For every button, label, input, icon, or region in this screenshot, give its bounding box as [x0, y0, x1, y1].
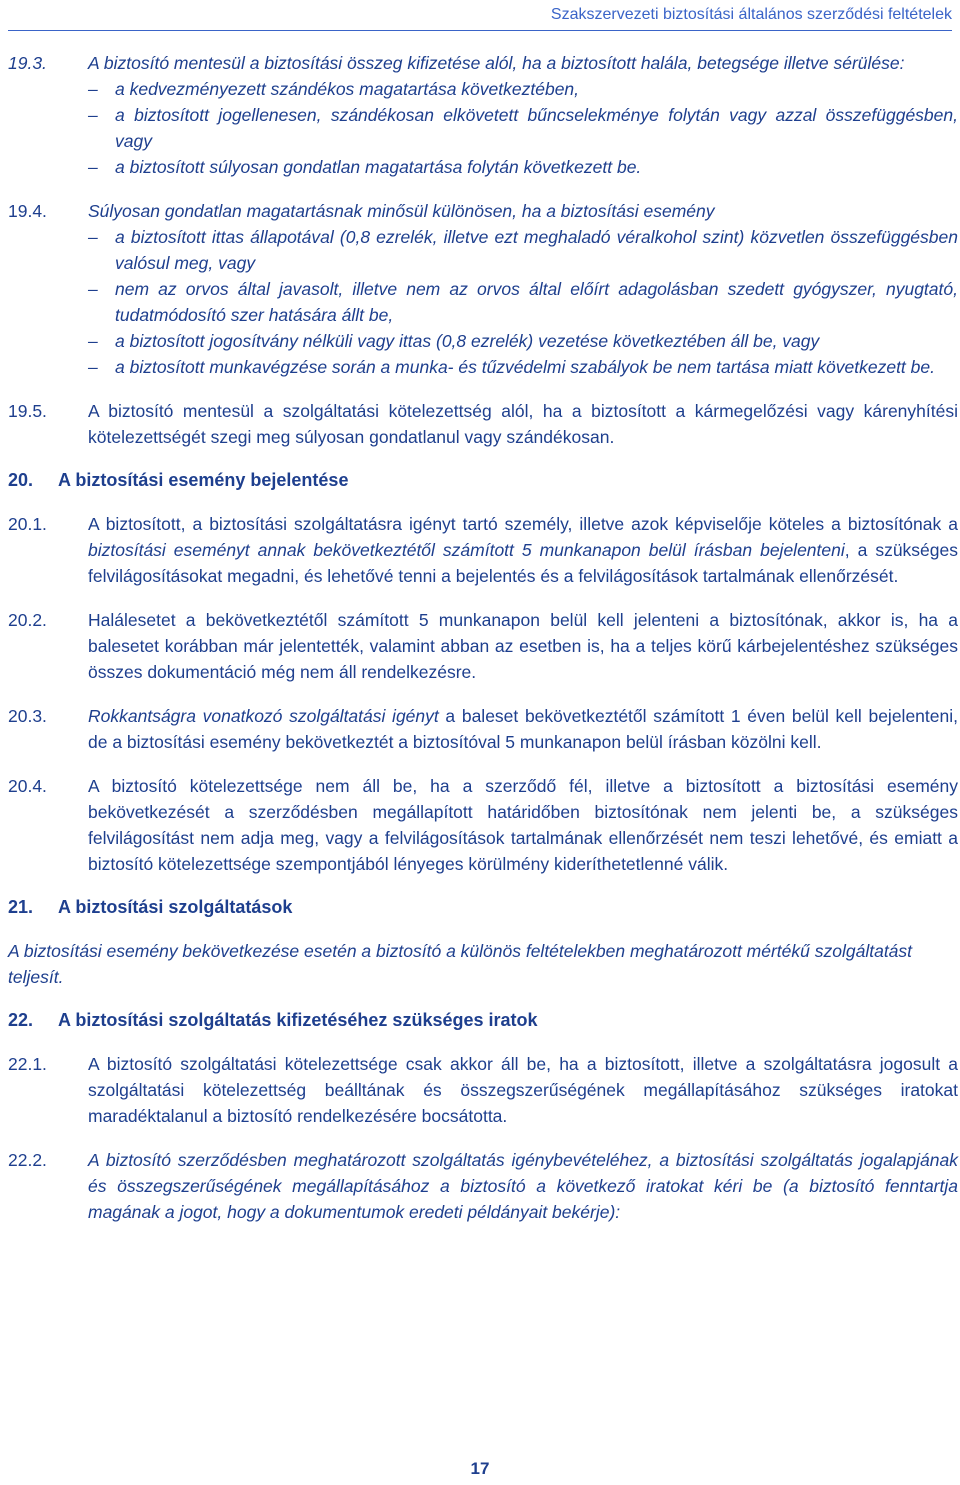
section-intro: Súlyosan gondatlan magatartásnak minősül különösen, ha a biztosítási esemény — [88, 201, 715, 221]
chapter-number: 20. — [8, 470, 34, 490]
chapter-heading-20 — [8, 470, 958, 491]
list-item: – nem az orvos által javasolt, illetve nem az orvos által előírt adagolásban szedett gyógyszer, nyugtató, tudatmódosító szer hatására állt be, — [88, 279, 958, 325]
section-number: 22.2. — [8, 1150, 47, 1170]
chapter-title: A biztosítási szolgáltatás kifizetéséhez szükséges iratok — [58, 1010, 538, 1030]
section-20-4 — [8, 773, 958, 877]
section-20-1 — [8, 511, 958, 589]
running-header: Szakszervezeti biztosítási általános szerződési feltételek — [550, 6, 952, 23]
section-22-1 — [8, 1051, 958, 1129]
section-text: Rokkantságra vonatkozó szolgáltatási igényt a baleset bekövetkeztétől számított 1 éven belül kell bejelenteni, de a biztosítási esemény bekövetkeztét a biztosítóval 5 munkanapon belül írásban közölni kell. — [88, 706, 958, 752]
list-item: – a biztosított ittas állapotával (0,8 ezrelék, illetve ezt meghaladó véralkohol szint) közvetlen összefüggésben valósul meg, vagy — [88, 227, 958, 273]
list-item: – a biztosított munkavégzése során a munka- és tűzvédelmi szabályok be nem tartása miatt következett be. — [88, 357, 935, 377]
paragraph-21: A biztosítási esemény bekövetkezése esetén a biztosító a különös feltételekben meghatározott mértékű szolgáltatást teljesít. — [8, 941, 913, 987]
section-19-5 — [8, 398, 958, 450]
section-text: A biztosító mentesül a szolgáltatási kötelezettség alól, ha a biztosított a kármegelőzési vagy kárenyhítési kötelezettségét szegi meg súlyosan gondatlanul vagy szándékosan. — [88, 401, 958, 447]
section-number: 20.4. — [8, 776, 47, 796]
page-number: 17 — [470, 1459, 490, 1478]
section-number: 19.5. — [8, 401, 47, 421]
page-content — [8, 50, 958, 1225]
header-rule — [8, 30, 952, 31]
section-22-2 — [8, 1147, 958, 1225]
chapter-heading-21 — [8, 897, 958, 918]
section-number: 20.3. — [8, 706, 47, 726]
section-number: 19.3. — [8, 53, 47, 73]
chapter-heading-22 — [8, 1010, 958, 1031]
list-item: – a biztosított súlyosan gondatlan magatartása folytán következett be. — [88, 157, 642, 177]
section-number: 20.2. — [8, 610, 47, 630]
chapter-number: 22. — [8, 1010, 34, 1030]
section-text: A biztosított, a biztosítási szolgáltatásra igényt tartó személy, illetve azok képviselője köteles a biztosítónak a biztosítási eseményt annak bekövetkeztétől számított 5 munkanapon belül írásban bejelenteni, a szükséges felvilágosításokat megadni, és lehetővé tenni a bejelentés és a felvilágosítások tartalmának ellenőrzését. — [88, 514, 958, 586]
section-text: A biztosító kötelezettsége nem áll be, ha a szerződő fél, illetve a biztosított a biztosítási esemény bekövetkezését a szerződésben megállapított határidőben biztosítónak nem jelenti be, a szükséges felvilágosítást nem adja meg, vagy a felvilágosítások tartalmának ellenőrzését nem teszi lehetővé, és emiatt a biztosító kötelezettsége szempontjából lényeges körülmény kideríthetetlenné válik. — [88, 776, 958, 874]
section-19-3 — [8, 50, 958, 180]
chapter-number: 21. — [8, 897, 34, 917]
chapter-title: A biztosítási esemény bejelentése — [58, 470, 349, 490]
list-item: – a biztosított jogosítvány nélküli vagy ittas (0,8 ezrelék) vezetése következtében áll be, vagy — [88, 331, 820, 351]
section-text: A biztosító szerződésben meghatározott szolgáltatás igénybevételéhez, a biztosítási szolgáltatás jogalapjának és összegszerűségének megállapításához a biztosító a következő iratokat kéri be (a biztosító fenntartja magának a jogot, hogy a dokumentumok eredeti példányait bekérje): — [88, 1150, 958, 1222]
section-20-2 — [8, 607, 958, 685]
section-20-3 — [8, 703, 958, 755]
section-19-4 — [8, 198, 958, 380]
list-item: – a biztosított jogellenesen, szándékosan elkövetett bűncselekménye folytán vagy azzal összefüggésben, vagy — [88, 105, 958, 151]
section-text: Halálesetet a bekövetkeztétől számított 5 munkanapon belül kell jelenteni a biztosítónak, akkor is, ha a balesetet korábban már jelentették, valamint abban az esetben is, ha a teljes körű kárbejelentéshez szükséges összes dokumentáció még nem áll rendelkezésre. — [88, 610, 958, 682]
section-number: 19.4. — [8, 201, 47, 221]
section-number: 22.1. — [8, 1054, 47, 1074]
section-intro: A biztosító mentesül a biztosítási összeg kifizetése alól, ha a biztosított halála, betegsége illetve sérülése: — [88, 53, 905, 73]
section-text: A biztosító szolgáltatási kötelezettsége csak akkor áll be, ha a biztosított, illetve a szolgáltatásra jogosult a szolgáltatási kötelezettség beálltának és összegszerűségének megállapításához szükséges iratokat maradéktalanul a biztosító rendelkezésére bocsátotta. — [88, 1054, 958, 1126]
chapter-title: A biztosítási szolgáltatások — [58, 897, 293, 917]
section-number: 20.1. — [8, 514, 47, 534]
list-item: – a kedvezményezett szándékos magatartása következtében, — [88, 79, 580, 99]
